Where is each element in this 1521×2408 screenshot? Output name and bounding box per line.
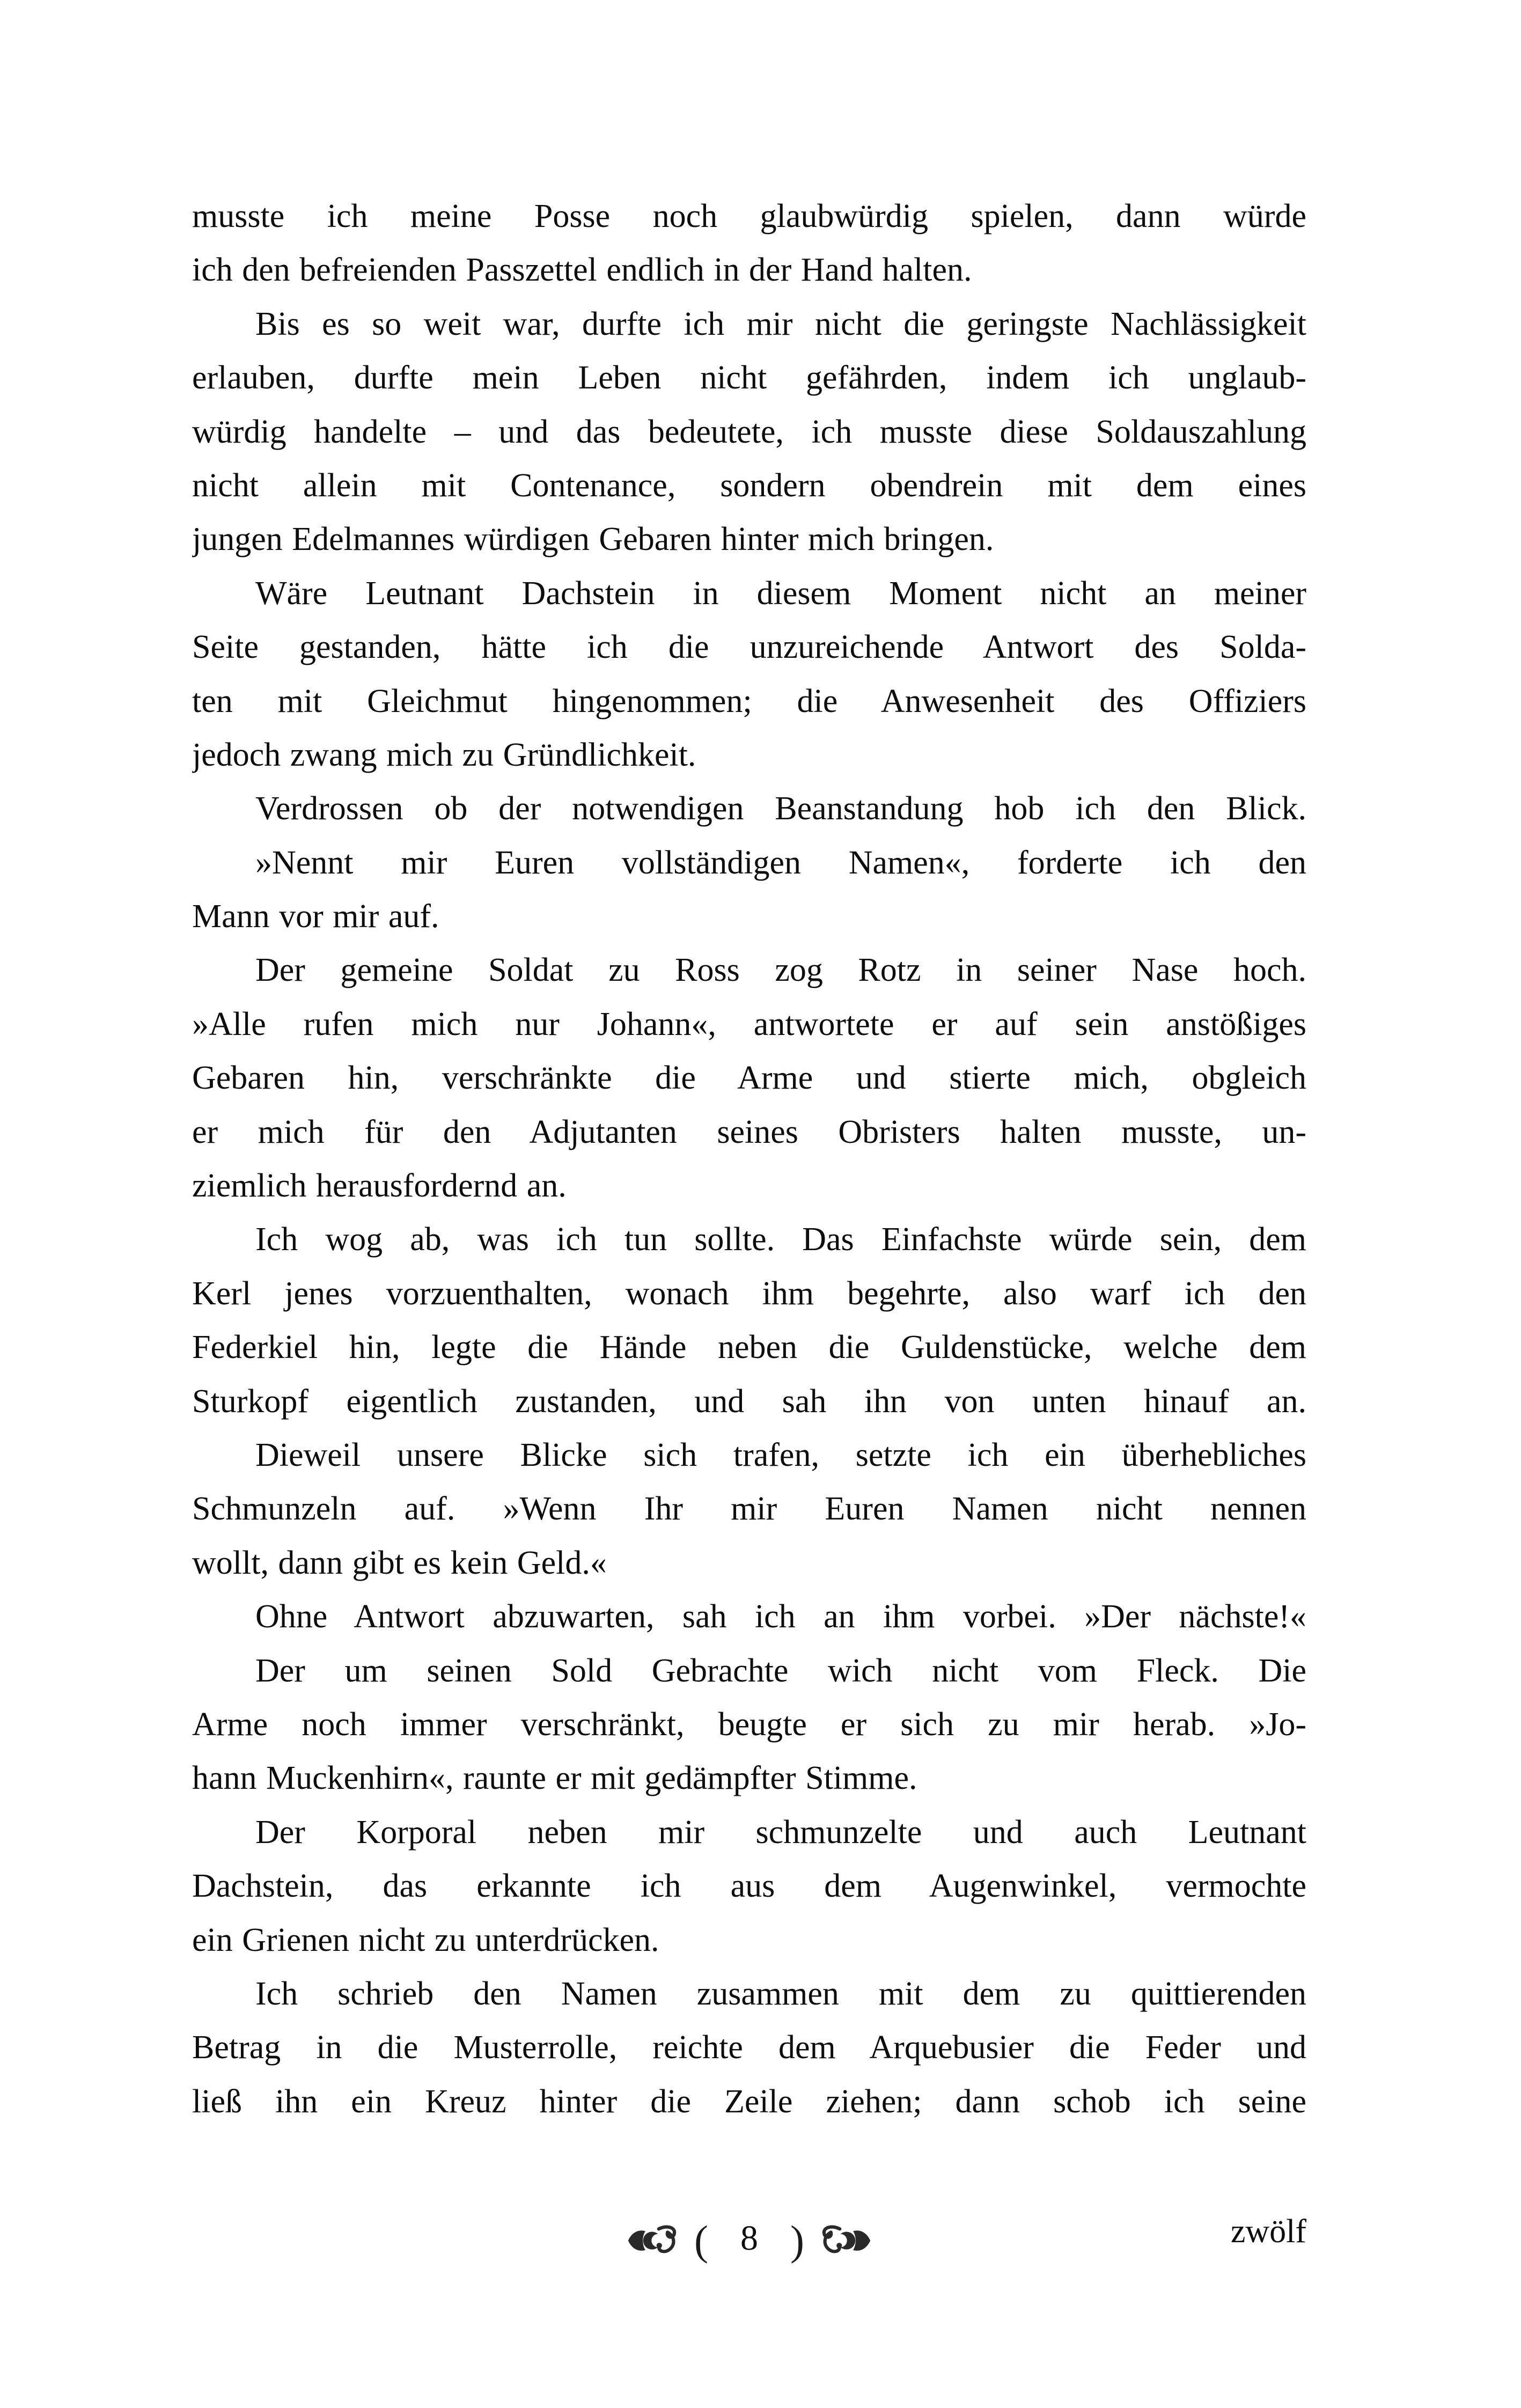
- text-line: er mich für den Adjutanten seines Obristers halten musste, un-: [192, 1113, 1306, 1150]
- text-line: würdig handelte – und das bedeutete, ich musste diese Soldauszahlung: [192, 413, 1306, 450]
- text-line: ten mit Gleichmut hingenommen; die Anwesenheit des Offiziers: [192, 682, 1306, 720]
- text-line: Der Korporal neben mir schmunzelte und auch Leutnant: [255, 1814, 1306, 1851]
- text-line: erlauben, durfte mein Leben nicht gefährden, indem ich unglaub-: [192, 359, 1306, 397]
- page-footer: [192, 2211, 1306, 2271]
- folio: [627, 2211, 872, 2271]
- text-line: »Nennt mir Euren vollständigen Namen«, forderte ich den: [255, 844, 1306, 881]
- text-line: wollt, dann gibt es kein Geld.«: [192, 1544, 607, 1581]
- text-line: jedoch zwang mich zu Gründlichkeit.: [192, 736, 696, 773]
- text-line: jungen Edelmannes würdigen Gebaren hinter mich bringen.: [192, 521, 994, 558]
- folio-close-paren: ): [790, 2217, 804, 2264]
- text-line: Seite gestanden, hätte ich die unzureichende Antwort des Solda-: [192, 629, 1306, 666]
- text-line: ein Grienen nicht zu unterdrücken.: [192, 1921, 659, 1958]
- folio-chapter-label: zwölf: [1230, 2213, 1306, 2250]
- text-line: Der gemeine Soldat zu Ross zog Rotz in seiner Nase hoch.: [255, 952, 1306, 989]
- text-line: ließ ihn ein Kreuz hinter die Zeile ziehen; dann schob ich seine: [192, 2083, 1306, 2120]
- text-line: Schmunzeln auf. »Wenn Ihr mir Euren Namen nicht nennen: [192, 1491, 1306, 1528]
- text-line: Dachstein, das erkannte ich aus dem Augenwinkel, vermochte: [192, 1868, 1306, 1905]
- text-line: Kerl jenes vorzuenthalten, wonach ihm begehrte, also warf ich den: [192, 1275, 1306, 1312]
- text-line: Federkiel hin, legte die Hände neben die Guldenstücke, welche dem: [192, 1329, 1306, 1366]
- text-line: Mann vor mir auf.: [192, 898, 439, 935]
- text-line: Ohne Antwort abzuwarten, sah ich an ihm vorbei. »Der nächste!«: [255, 1598, 1306, 1635]
- text-line: Verdrossen ob der notwendigen Beanstandung hob ich den Blick.: [255, 790, 1306, 827]
- text-line: Gebaren hin, verschränkte die Arme und stierte mich, obgleich: [192, 1060, 1306, 1097]
- text-line: Ich schrieb den Namen zusammen mit dem zu quittierenden: [255, 1975, 1306, 2012]
- text-line: Ich wog ab, was ich tun sollte. Das Einfachste würde sein, dem: [255, 1221, 1306, 1258]
- text-line: Arme noch immer verschränkt, beugte er sich zu mir herab. »Jo-: [192, 1706, 1306, 1743]
- text-line: nicht allein mit Contenance, sondern obendrein mit dem eines: [192, 467, 1306, 504]
- text-line: ziemlich herausfordernd an.: [192, 1168, 567, 1205]
- page-number: 8: [740, 2219, 758, 2258]
- text-line: Dieweil unsere Blicke sich trafen, setzte ich ein überhebliches: [255, 1436, 1306, 1473]
- text-line: Der um seinen Sold Gebrachte wich nicht vom Fleck. Die: [255, 1652, 1306, 1689]
- text-line: »Alle rufen mich nur Johann«, antwortete er auf sein anstößiges: [192, 1005, 1306, 1043]
- text-line: Bis es so weit war, durfte ich mir nicht die geringste Nachlässigkeit: [255, 305, 1306, 342]
- fleuron-left-icon: [627, 2225, 682, 2257]
- text-line: Betrag in die Musterrolle, reichte dem Arquebusier die Feder und: [192, 2029, 1306, 2066]
- text-line: ich den befreienden Passzettel endlich in der Hand halten.: [192, 252, 972, 289]
- text-line: hann Muckenhirn«, raunte er mit gedämpfter Stimme.: [192, 1760, 917, 1797]
- text-block: [192, 189, 1306, 2128]
- text-line: Sturkopf eigentlich zustanden, und sah ihn von unten hinauf an.: [192, 1383, 1306, 1420]
- fleuron-right-icon: [816, 2225, 872, 2257]
- folio-open-paren: (: [694, 2217, 708, 2264]
- text-line: musste ich meine Posse noch glaubwürdig spielen, dann würde: [192, 198, 1306, 234]
- text-line: Wäre Leutnant Dachstein in diesem Moment nicht an meiner: [255, 575, 1306, 612]
